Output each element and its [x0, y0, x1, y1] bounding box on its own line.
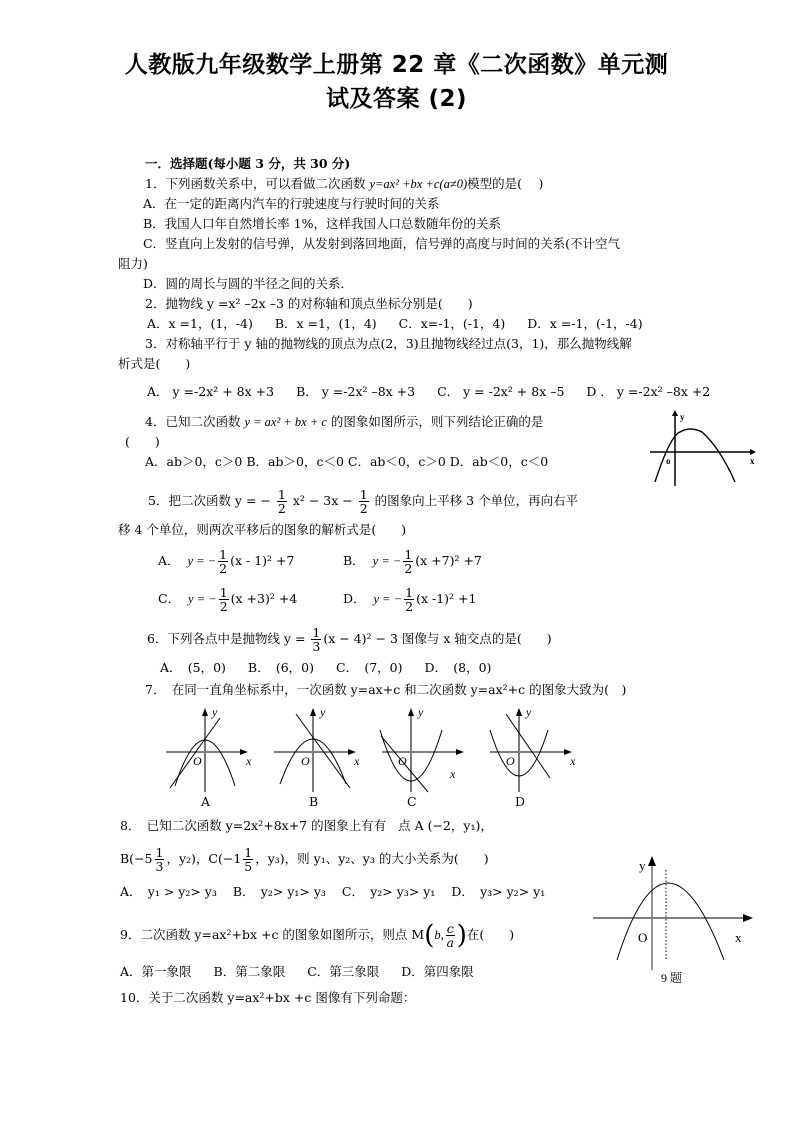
q7-label-b: B [309, 794, 319, 809]
arrow-up-icon [310, 708, 316, 716]
q8-option-c: C． y₂> y₃> y₁ [341, 884, 436, 899]
q6-fraction: $\frac{1}{3}$ [312, 625, 321, 654]
line [296, 714, 350, 788]
q8-stem-post: 点 A (−2，y₁)， [398, 818, 493, 833]
q3-stem: 3．对称轴平行于 y 轴的抛物线的顶点为点(2，3)且抛物线经过点(3，1)，那么抛物线解 [145, 336, 632, 351]
q5-stem-mid: x² − 3x − [292, 493, 353, 508]
q5-stem-pre: 5．把二次函数 y = − [148, 493, 271, 508]
q7-label-d: D [515, 794, 526, 809]
q5-option-d: D． y = − $\frac{1}{2}$ (x -1)² +1 [343, 585, 477, 614]
q4-stem-pre: 4．已知二次函数 [145, 414, 245, 429]
q7-label-c: C [407, 794, 417, 809]
q9-y-label: y [639, 858, 646, 873]
q8-stem-pre: 8． 已知二次函数 y=2x²+8x+7 的图象上有有 [120, 818, 387, 833]
svg-text:y: y [418, 705, 424, 719]
q9-figure [585, 846, 775, 986]
arrow-right-icon [456, 749, 464, 755]
q9-options [120, 964, 474, 980]
q8-option-d: D． y₃> y₂> y₁ [451, 884, 546, 899]
q4-stem-post: 的图象如图所示，则下列结论正确的是 [326, 414, 544, 429]
q8-options [120, 884, 545, 900]
q5-fraction-1: $\frac{1}{2}$ [277, 487, 286, 516]
q2-option-b: B．x =1，(1，4) [274, 316, 377, 331]
q7-figure-d [484, 702, 584, 792]
q1-stem-post: 模型的是( ) [467, 176, 544, 191]
q6-stem-mid: (x − 4)² − 3 [323, 631, 398, 646]
q9-origin-label: O [638, 930, 648, 945]
q2-option-c: C．x=-1，(-1，4) [398, 316, 506, 331]
svg-text:x: x [246, 754, 252, 768]
q7-stem: 7． 在同一直角坐标系中，一次函数 y=ax+c 和二次函数 y=ax²+c 的图象大致为( ) [145, 682, 627, 697]
q5-fraction-2: $\frac{1}{2}$ [359, 487, 368, 516]
svg-text:O: O [193, 754, 202, 768]
svg-text:x: x [354, 754, 360, 768]
q9-option-a: A．第一象限 [120, 964, 192, 979]
q6-stem [147, 626, 552, 653]
q1-option-a: A．在一定的距离内汽车的行驶速度与行驶时间的关系 [143, 196, 440, 211]
q3-option-b: B． y =-2x² –8x +3 [296, 384, 416, 399]
line [170, 718, 220, 788]
q1-stem-formula: y=ax² +bx +c(a≠0) [369, 177, 468, 191]
q7-figure-a [160, 702, 260, 792]
q2-option-a: A．x =1，(1，-4) [147, 316, 253, 331]
q8-line2: B(−5 $\frac{1}{3}$ ，y₂)，C(−1 $\frac{1}{5}$ ，y₃)，则 y₁、y₂、y₃ 的大小关系为( ) [120, 845, 489, 874]
q4-x-arrow-icon [750, 449, 756, 455]
q5-option-b: B． y = − $\frac{1}{2}$ (x +7)² +7 [343, 547, 482, 576]
q3-option-a: A． y =-2x² + 8x +3 [147, 384, 275, 399]
line [506, 714, 550, 778]
svg-text:x: x [450, 767, 456, 781]
q8-stem [120, 818, 493, 834]
q1-option-b: B．我国人口年自然增长率 1%，这样我国人口总数随年份的关系 [143, 216, 501, 231]
q3-options [147, 384, 710, 400]
q1-stem [145, 176, 543, 192]
q2-options [147, 316, 643, 332]
q4-options: A．ab＞0，c＞0 B．ab＞0，c＜0 C．ab＜0，c＞0 D．ab＜0，c＜0 [145, 454, 549, 469]
q4-x-label: x [750, 456, 755, 466]
q1-stem-pre: 1．下列函数关系中，可以看做二次函数 [145, 176, 370, 191]
svg-text:O: O [398, 754, 407, 768]
q7-figure-b [268, 702, 368, 792]
arrow-up-icon [202, 708, 208, 716]
q4-stem [145, 414, 543, 430]
arrow-up-icon [408, 708, 414, 716]
svg-text:y: y [526, 705, 532, 719]
q9-option-d: D．第四象限 [401, 964, 474, 979]
q2-option-d: D．x =-1，(-1，-4) [527, 316, 643, 331]
q6-stem-post: 图像与 x 轴交点的是( ) [397, 631, 552, 646]
q3-stem-cont: 析式是( ) [118, 356, 191, 371]
q9-option-b: B．第二象限 [213, 964, 286, 979]
q1-option-c-cont: 阻力) [118, 256, 148, 271]
q8-option-b: B． y₂> y₁> y₃ [232, 884, 326, 899]
q9-option-c: C．第三象限 [307, 964, 380, 979]
q5-stem-post: 的图象向上平移 3 个单位，再向右平 [374, 493, 579, 508]
q9-parabola [617, 883, 724, 960]
svg-text:x: x [570, 754, 576, 768]
q4-origin-label: o [666, 456, 671, 466]
q5-stem-cont: 移 4 个单位，则两次平移后的图象的解析式是( ) [118, 522, 407, 537]
q6-option-c: C． (7，0) [336, 660, 403, 675]
q4-y-arrow-icon [672, 410, 678, 416]
q6-option-b: B． (6，0) [247, 660, 315, 675]
q6-stem-pre: 6．下列各点中是抛物线 y = [147, 631, 306, 646]
q2-stem: 2．抛物线 y =x² –2x –3 的对称轴和顶点坐标分别是( ) [145, 296, 473, 311]
q6-option-a: A． (5，0) [160, 660, 226, 675]
document-title-line1: 人教版九年级数学上册第 22 章《二次函数》单元测 [124, 52, 669, 78]
q5-option-c: C． y = − $\frac{1}{2}$ (x +3)² +4 [158, 585, 298, 614]
svg-text:O: O [506, 754, 515, 768]
q1-option-d: D．圆的周长与圆的半径之间的关系． [143, 276, 354, 291]
q9-caption: 9 题 [661, 971, 683, 985]
section-heading: 一．选择题(每小题 3 分，共 30 分) [145, 156, 351, 171]
q4-stem-cont: ( ) [125, 434, 160, 449]
q5-stem [148, 488, 578, 515]
q5-option-a: A． y = − $\frac{1}{2}$ (x - 1)² +7 [158, 547, 295, 576]
q9-x-arrow-icon [743, 914, 753, 922]
q4-stem-formula: y = ax² + bx + c [244, 415, 327, 429]
q7-figure-c [376, 702, 476, 792]
q3-option-c: C． y = -2x² + 8x –5 [437, 384, 565, 399]
q9-stem: 9．二次函数 y=ax²+bx +c 的图象如图所示，则点 M(b, $\frac{c}{a}$ )在( ) [120, 920, 515, 951]
q10-stem: 10．关于二次函数 y=ax²+bx +c 图像有下列命题： [120, 990, 416, 1005]
q4-figure [640, 408, 760, 488]
arrow-up-icon [516, 708, 522, 716]
q1-option-c: C．竖直向上发射的信号弹，从发射到落回地面，信号弹的高度与时间的关系(不计空气 [143, 236, 620, 251]
q6-options [160, 660, 491, 676]
svg-text:y: y [212, 705, 218, 719]
svg-text:O: O [301, 754, 310, 768]
q3-option-d: D ． y =-2x² –8x +2 [586, 384, 711, 399]
q9-y-arrow-icon [648, 856, 656, 866]
svg-text:y: y [320, 705, 326, 719]
q4-y-label: y [680, 412, 685, 422]
q6-option-d: D． (8，0) [424, 660, 492, 675]
document-title-line2: 试及答案 (2) [325, 86, 468, 112]
q9-x-label: x [735, 930, 742, 945]
q7-label-a: A [201, 794, 211, 809]
q8-option-a: A． y₁ > y₂> y₃ [120, 884, 217, 899]
